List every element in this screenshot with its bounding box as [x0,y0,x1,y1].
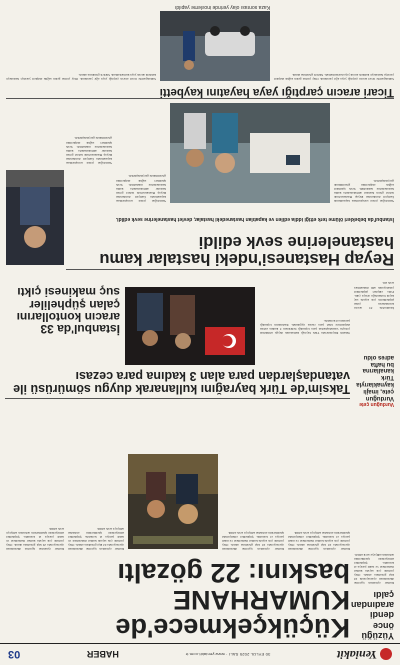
story-crash [6,84,394,99]
stolen-kicker: Vurduğun çete [359,401,394,407]
casino-column-3: Kumar oynatılan işyerine düzenlenen operasyonda 22 kişi gözaltına alındı. Olay yerinde çok sayıda kumar malzemesi ve nakit paraya el konuldu. Şüpheliler emniyetteki işlemlerinin ardından adliyeye sevk edildi. [68,526,124,551]
casino-column-1: Kumar oynatılan işyerine düzenlenen operasyonda 22 kişi gözaltına alındı. Olay yerinde çok sayıda kumar malzemesi ve nakit paraya el konuldu. Şüpheliler emniyetteki işlemlerinin ardından adliyeye sevk edildi. [288,530,350,551]
stolen-body: İstanbul'da 33 aracın kontaklarını çalan şüphelilerin çok sayıda suç kaydı bulunduğu ortaya çıktı. Polis ekipleri şüphelileri yakalayarak adli makamlara sevk etti. [354,281,394,310]
crash-body-2: Sultangazi'de ticari aracın çarptığı yaya ağır yaralandı. Olay yerine gelen sağlık ekipleri yaralıyı hastaneye kaldırdı ancak yaya kurtarılamadı. Sürücü gözaltına alındı. [6,72,156,81]
brand-logo [337,647,392,662]
story-hospital [66,221,394,270]
hospital-column-1: Yenidoğan çetesi soruşturması kapsamında faaliyeti durdurulan Reyap Hastanesi'nde tedavi gören hastalar ambulanslarla kamu hastanelerine nakledildi. Sevk işlemleri sağlık ekiplerinin gözetiminde gerçekleştirildi. [334,178,394,203]
crash-photo [160,11,270,81]
headline-line1: Küçükçekmece'de [115,613,350,643]
side-story-text: Kumar oynatılan işyerine düzenlenen operasyonda 22 kişi gözaltına alındı. Olay yerinde çok sayıda kumar malzemesi ve nakit paraya el konuldu. Şüpheliler emniyetteki işlemlerinin ardından adliyeye sevk edildi. [354,552,394,586]
date-line: 30 EYLÜL 2025 SALI · www.yeniakit.com.tr [185,652,271,657]
headline-line3: baskını: 22 gözaltı [117,557,350,588]
side-story-ring [350,411,394,641]
side-story-title: Yüzüğü önce dendi aradından çaldı [350,589,394,641]
crash-headline: Ticari aracın çarptığı yaya hayatını kaybetti [159,86,394,98]
hospital-headline: Reyap Hastanesi'ndeki hastalar kamu hastanelerine sevk edildi [99,233,394,268]
story-stolen [6,265,120,335]
stolen-photo [6,170,64,265]
stolen-headline: İstanbul'da 33 aracın kontollarını çalan şüpheliler suç makinesi çıktı [16,285,120,336]
logo-circle-icon [380,649,392,661]
flag-photo [125,287,255,365]
hospital-deck: İstanbul'da bebekleri ölüme terk ettiği iddia edilen ve kapatılan hastanedeki hastalar, devlet hastanelerine sevk edildi. [115,216,394,222]
flag-body: Taksim Meydanı'nda Türk bayrağı kullanarak duygu sömürüsü yoluyla vatandaşlardan para topladığı belirlenen 3 kadına zabıta ekiplerince idari para cezası uygulandı. Kadınların topladığı paralara el konuldu. [260,318,350,335]
story-casino [5,553,350,641]
story-stolen-side [354,312,394,407]
section-label: HABER [86,649,119,660]
flag-headline: Taksim'de Türk bayrağını kullanarak duygu sömürüsü ile vatandaşlardan para alan 3 kadına para cezası [13,369,350,396]
hospital-column-3: Yenidoğan çetesi soruşturması kapsamında faaliyeti durdurulan Reyap Hastanesi'nde tedavi gören hastalar ambulanslarla kamu hastanelerine nakledildi. Sevk işlemleri sağlık ekiplerinin gözetiminde gerçekleştirildi. [66,136,112,165]
casino-photo [128,454,218,549]
page-number: 03 [8,648,21,661]
hospital-photo [170,103,330,203]
brand-name: Yeniakit [336,648,377,662]
hospital-column-2: Yenidoğan çetesi soruşturması kapsamında faaliyeti durdurulan Reyap Hastanesi'nde tedavi gören hastalar ambulanslarla kamu hastanelerine nakledildi. Sevk işlemleri sağlık ekiplerinin gözetiminde gerçekleştirildi. [116,174,166,203]
stolen-side-title: Vurduğun çete, imajlı kaynaklarıyla Türk kanallarına bu hafta adres oldu [356,353,394,401]
masthead [0,643,400,665]
casino-column-4: Kumar oynatılan işyerine düzenlenen operasyonda 22 kişi gözaltına alındı. Olay yerinde çok sayıda kumar malzemesi ve nakit paraya el konuldu. Şüpheliler emniyetteki işlemlerinin ardından adliyeye sevk edildi. [6,526,64,551]
casino-column-2: Kumar oynatılan işyerine düzenlenen operasyonda 22 kişi gözaltına alındı. Olay yerinde çok sayıda kumar malzemesi ve nakit paraya el konuldu. Şüpheliler emniyetteki işlemlerinin ardından adliyeye sevk edildi. [222,530,284,551]
crash-caption: Kaza sonrası olay yerinde inceleme yapıldı [174,4,270,10]
headline-line2: KUMARHANE [173,585,350,616]
crash-body: Sultangazi'de ticari aracın çarptığı yaya ağır yaralandı. Olay yerine gelen sağlık ekipleri yaralıyı hastaneye kaldırdı ancak yaya kurtarılamadı. Sürücü gözaltına alındı. [274,72,394,81]
